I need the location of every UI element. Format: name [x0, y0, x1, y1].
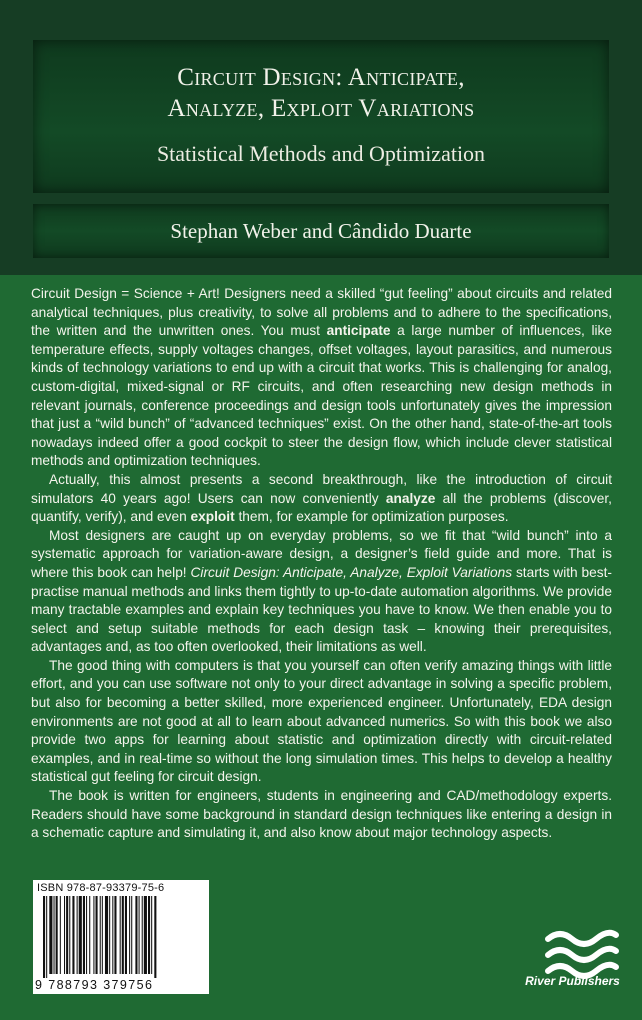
barcode-bar: [102, 896, 103, 974]
barcode-bar: [69, 896, 70, 974]
text-run: Most designers are caught up on everyday problems, so we fit that “wild bunch” into a systematic approach for variation-aware design, a designer’s field guide and more. That is where this book can help!: [31, 527, 612, 580]
blurb-paragraph-4: The good thing with computers is that you yourself can often verify amazing things with little effort, and you can use software not only to your direct advantage in solving a specific problem, but also for becoming a better skilled, more experienced engineer. Unfortunately, EDA design environments are not good at all to learn about advanced numerics. So with this book we also provide two apps for learning about statistic and optimization directly with circuit-related examples, and in real-time so without the long simulation times. This helps to develop a healthy statistical gut feeling for circuit design.: [31, 657, 612, 785]
blurb-paragraph-1: [31, 285, 612, 471]
barcode-bar: [114, 896, 116, 974]
barcode-bar: [64, 896, 65, 974]
book-title-line-1: Circuit Design: Anticipate,: [177, 64, 465, 91]
text-run: Circuit Design = Science + Art! Designers need a skilled “gut feeling” about circuits and related analytical techniques, plus creativity, to solve all problems and to adhere to the specifications, the written and the unwritten ones. You must: [31, 286, 612, 339]
barcode-bar: [125, 896, 127, 974]
barcode-bar: [135, 896, 137, 974]
barcode-bar: [86, 896, 87, 974]
emphasis-anticipate: anticipate: [326, 323, 391, 339]
barcode-bar: [144, 896, 147, 974]
barcode-bar: [151, 896, 152, 974]
barcode-bar: [43, 896, 45, 978]
barcode-bar: [112, 896, 113, 974]
barcode-bar: [129, 896, 130, 974]
barcode-bar: [148, 896, 150, 974]
barcode-bar: [100, 896, 101, 974]
publisher-name: River Publishers: [525, 974, 620, 988]
isbn-barcode: [33, 880, 209, 994]
barcode-bar: [139, 896, 140, 974]
text-run: them, for example for optimization purposes.: [234, 509, 509, 525]
book-title-line-2: Analyze, Exploit Variations: [167, 95, 475, 122]
barcode-bar: [46, 896, 47, 978]
barcode-bar: [122, 896, 124, 974]
emphasis-exploit: exploit: [190, 509, 235, 525]
barcode-bar: [83, 896, 85, 974]
barcode-bar: [89, 896, 90, 974]
back-cover-blurb: [31, 285, 612, 843]
book-subtitle: Statistical Methods and Optimization: [156, 141, 486, 166]
barcode-bar: [96, 896, 98, 974]
barcode-bar: [142, 896, 143, 974]
barcode-bar: [66, 896, 68, 974]
barcode-bar: [49, 896, 52, 974]
text-run: a large number of influences, like temperature effects, supply voltages changes, offset voltages, layout parasitics, and numerous kinds of technology variations to end up with a circuit that works. This is challenging for analog, custom-digital, mixed-signal or RF circuits, and often researching new design methods in relevant journals, conference proceedings and design tools unfortunately gives the impression that just a “wild bunch” of “advanced techniques” exist. On the other hand, state-of-the-art tools nowadays indeed offer a good cockpit to steer the design flow, which include clever statistical methods and optimization techniques.: [31, 323, 612, 469]
book-title-italic: Circuit Design: Anticipate, Analyze, Exploit Variations: [190, 564, 513, 580]
barcode-bar: [131, 896, 132, 974]
barcode-bar: [109, 896, 110, 974]
barcode-bar: [154, 896, 156, 978]
barcode-bar: [56, 896, 58, 974]
blurb-paragraph-3: [31, 527, 612, 657]
barcode-bar: [72, 896, 74, 974]
isbn-label: ISBN 978-87-93379-75-6: [37, 882, 165, 894]
text-run: starts with best-practise manual methods and links them tightly to up-to-date automation algorithms. We provide many tractable examples and explain key techniques you have to know. We then enable you to select and setup suitable methods for each design task – knowing their prerequisites, advantages and, as too often overlooked, their limitations as well.: [31, 564, 613, 655]
title-box: [33, 40, 609, 193]
text-run: all the problems (discover, quantify, verify), and even: [31, 490, 612, 525]
barcode-bar: [77, 896, 78, 974]
barcode-bar: [120, 896, 121, 974]
barcode-bars: [37, 896, 205, 978]
emphasis-analyze: analyze: [385, 490, 436, 506]
authors: Stephan Weber and Cândido Duarte: [33, 204, 609, 258]
barcode-bar: [54, 896, 55, 974]
barcode-bar: [79, 896, 82, 974]
barcode-bar: [93, 896, 94, 974]
blurb-paragraph-5: The book is written for engineers, students in engineering and CAD/methodology experts. Readers should have some background in standard design techniques like entering a design in a schematic capture and simulating it, and also know about major technology aspects.: [31, 788, 612, 841]
barcode-digits: 9 788793 379756: [35, 978, 154, 992]
text-run: Actually, this almost presents a second breakthrough, like the introduction of circuit simulators 40 years ago! Users can now conveniently: [31, 471, 612, 506]
barcode-bar: [105, 896, 108, 974]
blurb-paragraph-2: [31, 471, 612, 527]
barcode-bar: [60, 896, 61, 974]
